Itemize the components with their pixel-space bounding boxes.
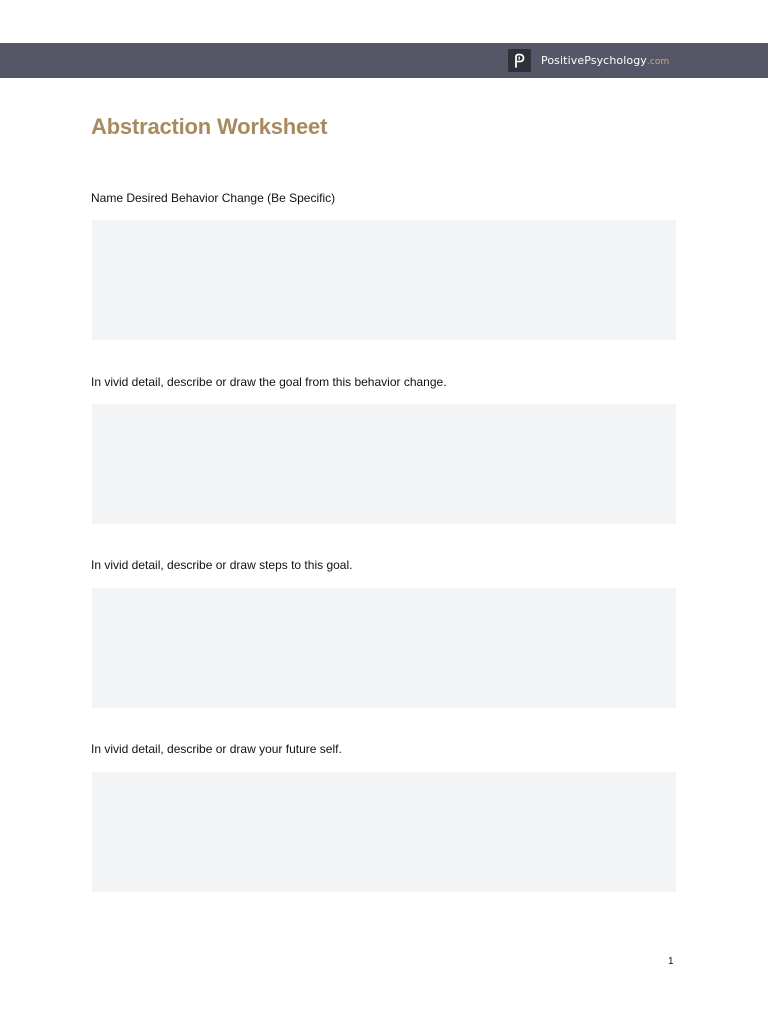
answer-box-behavior-change[interactable] [92,220,676,340]
page-number: 1 [668,956,674,967]
p-logo-glyph [513,53,526,68]
header-bar [0,43,768,78]
section-prompt-future-self: In vivid detail, describe or draw your future self. [91,742,342,756]
answer-box-future-self[interactable] [92,772,676,892]
brand-name-text: PositivePsychology [541,54,647,67]
section-prompt-goal: In vivid detail, describe or draw the goal from this behavior change. [91,375,447,389]
section-prompt-steps: In vivid detail, describe or draw steps to this goal. [91,558,353,572]
answer-box-goal[interactable] [92,404,676,524]
page-title: Abstraction Worksheet [91,114,328,139]
answer-box-steps[interactable] [92,588,676,708]
brand[interactable] [508,49,669,72]
positive-psychology-logo-icon [508,49,531,72]
brand-tld: .com [646,57,670,67]
brand-name [541,54,669,67]
section-prompt-behavior-change: Name Desired Behavior Change (Be Specific) [91,191,336,205]
